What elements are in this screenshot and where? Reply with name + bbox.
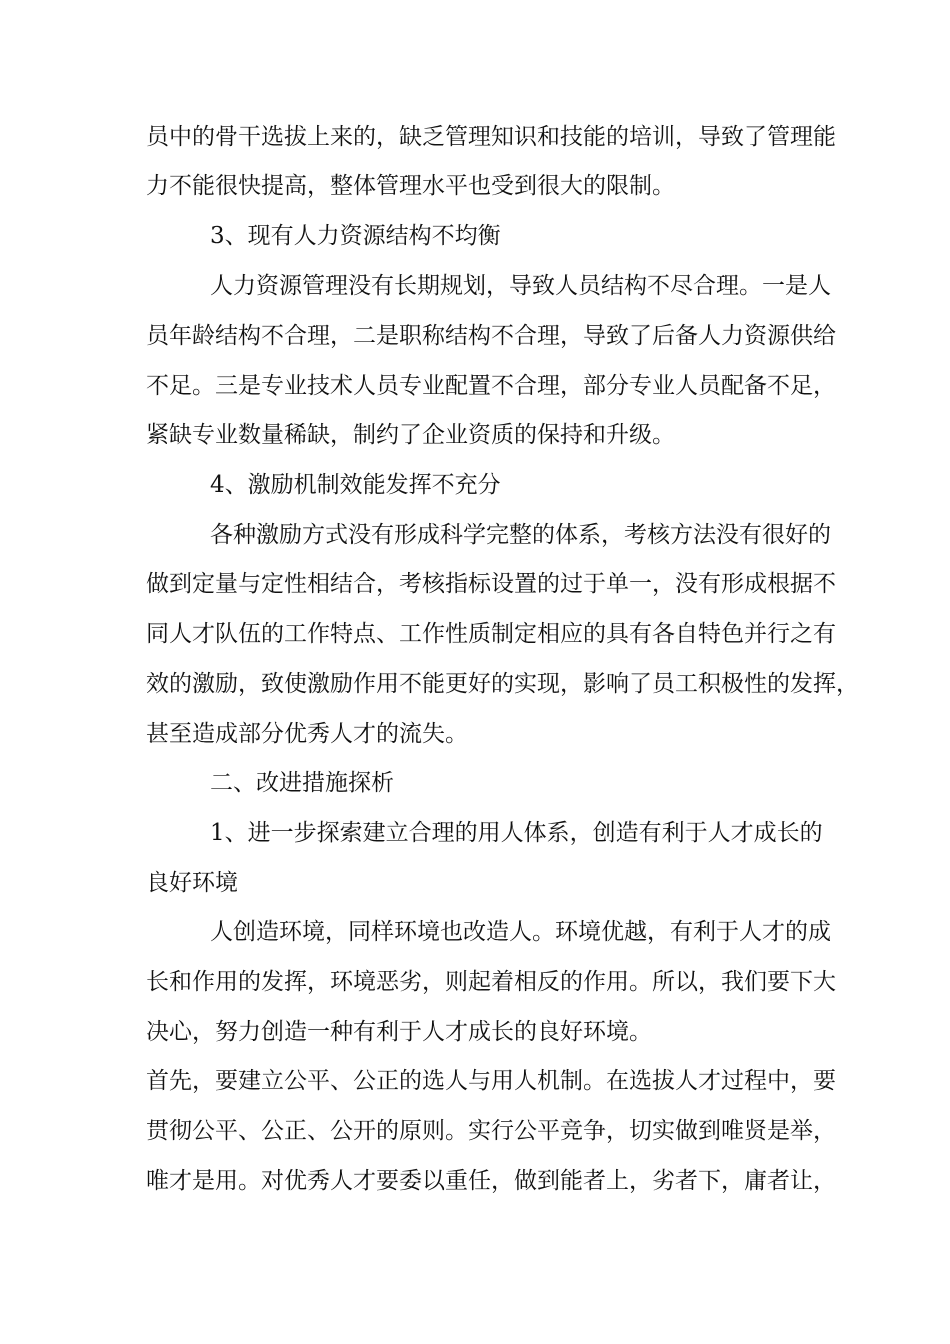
text-line: 员中的骨干选拔上来的，缺乏管理知识和技能的培训，导致了管理能 <box>146 124 836 150</box>
section-heading: 二、改进措施探析 <box>210 770 394 796</box>
text-line: 贯彻公平、公正、公开的原则。实行公平竞争，切实做到唯贤是举， <box>146 1118 836 1144</box>
text-line: 力不能很快提高，整体管理水平也受到很大的限制。 <box>146 173 675 199</box>
text-line: 紧缺专业数量稀缺，制约了企业资质的保持和升级。 <box>146 422 675 448</box>
text-line: 甚至造成部分优秀人才的流失。 <box>146 721 468 747</box>
text-line: 首先，要建立公平、公正的选人与用人机制。在选拔人才过程中，要 <box>146 1068 836 1094</box>
section-heading: 1、进一步探索建立合理的用人体系，创造有利于人才成长的 <box>210 820 823 846</box>
text-line: 同人才队伍的工作特点、工作性质制定相应的具有各自特色并行之有 <box>146 621 836 647</box>
text-line: 员年龄结构不合理，二是职称结构不合理，导致了后备人力资源供给 <box>146 323 836 349</box>
text-line: 决心，努力创造一种有利于人才成长的良好环境。 <box>146 1019 652 1045</box>
section-heading: 3、现有人力资源结构不均衡 <box>210 223 501 249</box>
text-line: 人创造环境，同样环境也改造人。环境优越，有利于人才的成 <box>210 919 831 945</box>
text-line: 做到定量与定性相结合，考核指标设置的过于单一，没有形成根据不 <box>146 571 836 597</box>
section-heading: 良好环境 <box>146 870 238 896</box>
text-line: 唯才是用。对优秀人才要委以重任，做到能者上，劣者下，庸者让， <box>146 1168 836 1194</box>
text-line: 效的激励，致使激励作用不能更好的实现，影响了员工积极性的发挥， <box>146 671 859 697</box>
text-line: 各种激励方式没有形成科学完整的体系，考核方法没有很好的 <box>210 522 831 548</box>
text-line: 长和作用的发挥，环境恶劣，则起着相反的作用。所以，我们要下大 <box>146 969 836 995</box>
text-line: 人力资源管理没有长期规划，导致人员结构不尽合理。一是人 <box>210 273 831 299</box>
text-line: 不足。三是专业技术人员专业配置不合理，部分专业人员配备不足， <box>146 373 836 399</box>
section-heading: 4、激励机制效能发挥不充分 <box>210 472 501 498</box>
